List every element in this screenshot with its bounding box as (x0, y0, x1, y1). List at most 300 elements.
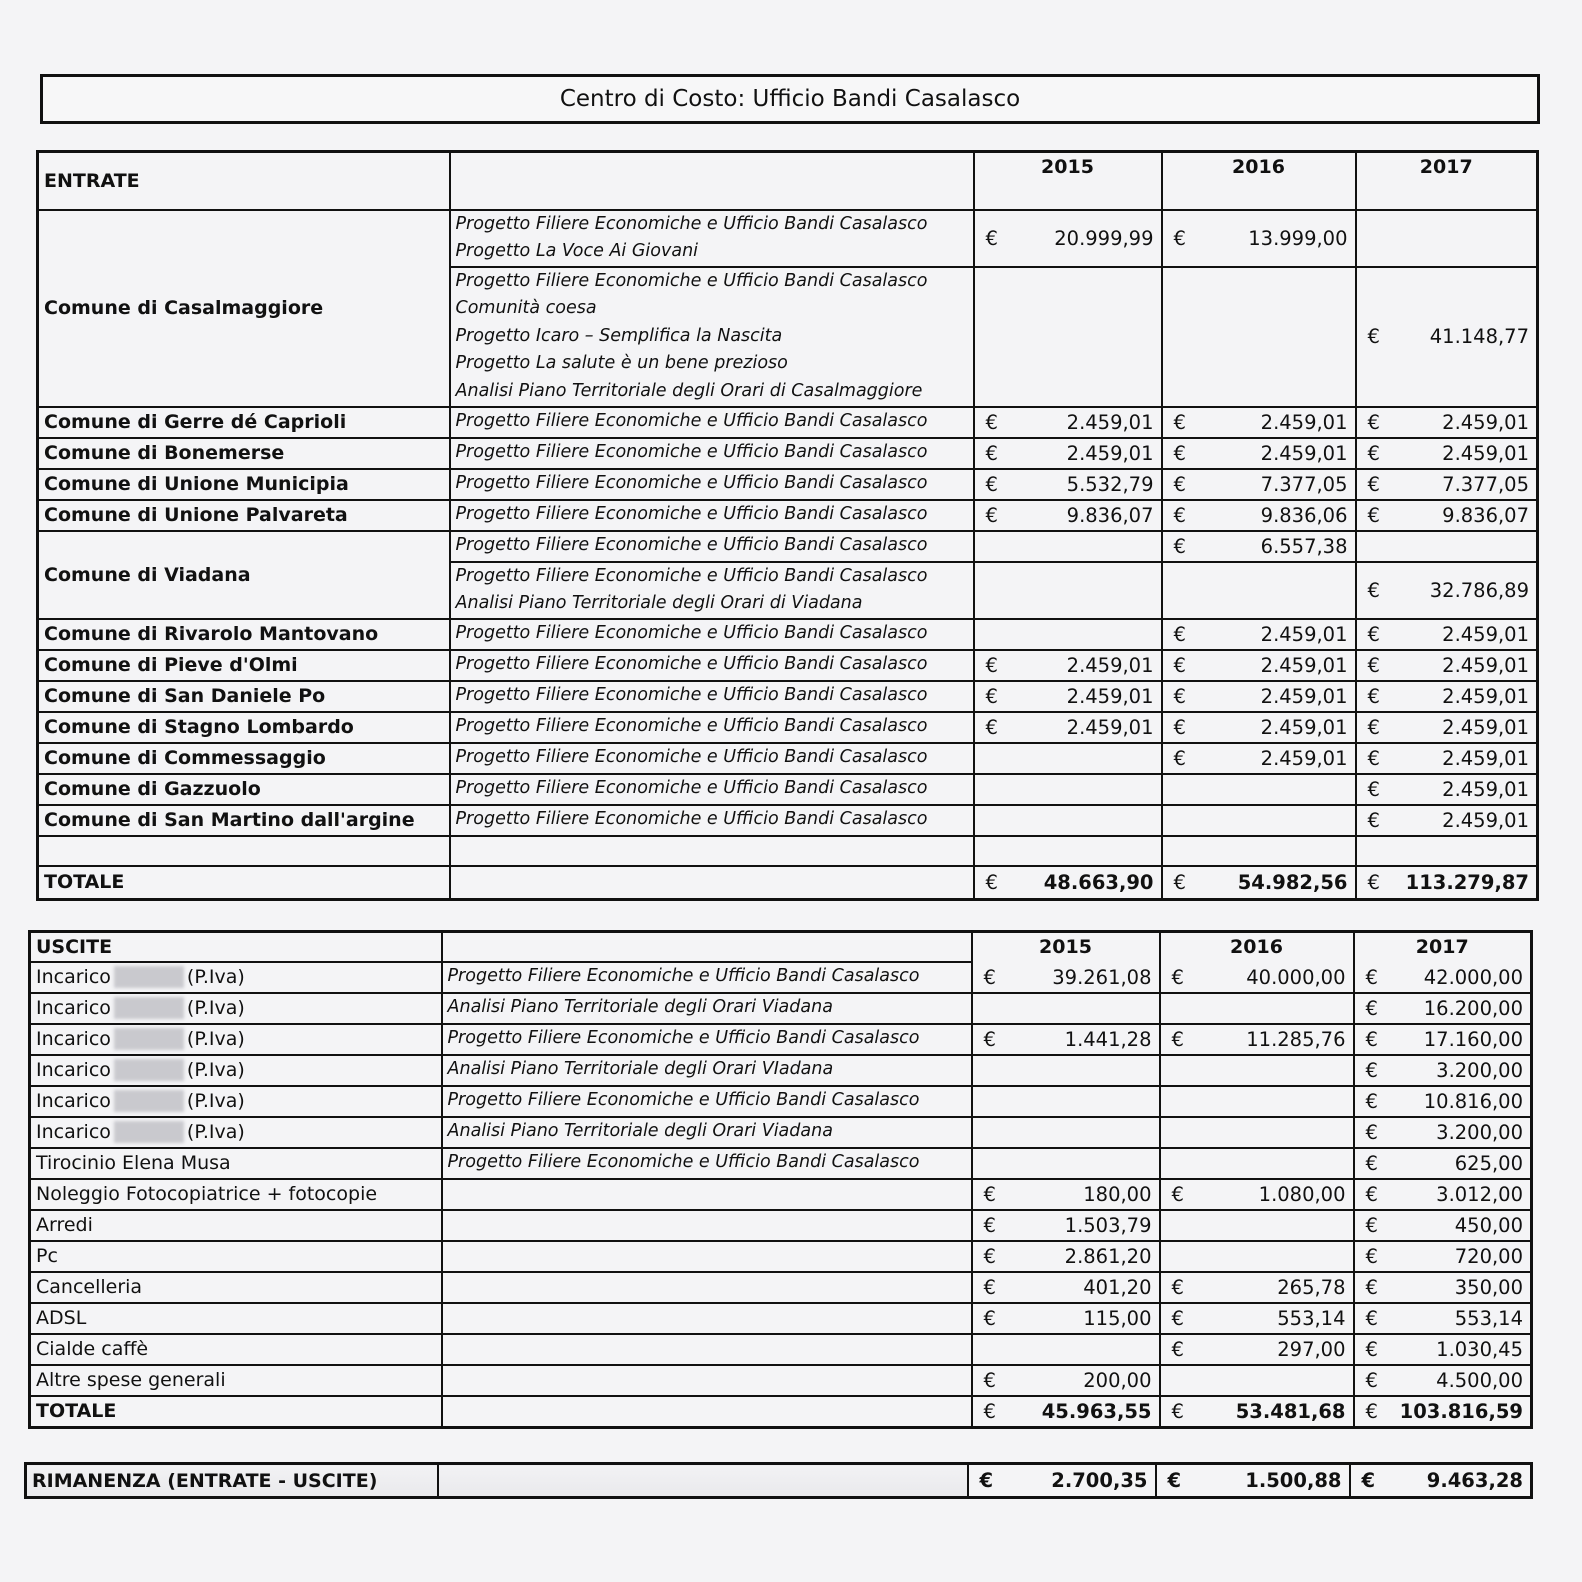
page-title: Centro di Costo: Ufficio Bandi Casalasco (559, 86, 1021, 112)
amount-cell (1356, 619, 1538, 650)
amount-value: 1.030,45 (1436, 1337, 1523, 1361)
euro-sign: € (983, 1027, 996, 1051)
amount-value: 2.459,01 (1442, 777, 1529, 801)
amount-cell (1160, 962, 1354, 993)
amount-cell (972, 993, 1160, 1024)
euro-sign: € (1173, 441, 1186, 465)
amount-cell (1356, 267, 1538, 407)
amount-cell (974, 681, 1162, 712)
amount-cell (974, 650, 1162, 681)
cost-center-title (40, 74, 1540, 124)
amount-cell (972, 1396, 1160, 1428)
amount-cell (1162, 407, 1356, 438)
project-cell (450, 712, 974, 743)
organization-name: Comune di Commessaggio (38, 743, 450, 774)
euro-sign: € (1367, 622, 1380, 646)
euro-sign: € (1365, 965, 1378, 989)
expense-label (30, 1179, 442, 1210)
amount-value: 113.279,87 (1405, 870, 1529, 894)
expense-label (30, 1055, 442, 1086)
amount-cell (1162, 866, 1356, 900)
rimanenza-row (26, 1464, 1532, 1498)
expense-name: Incarico (36, 965, 111, 988)
amount-cell (1160, 1272, 1354, 1303)
organization-name: Comune di Gerre dé Caprioli (38, 407, 450, 438)
amount-cell (1354, 1241, 1532, 1272)
euro-sign: € (1173, 684, 1186, 708)
project-name: Progetto La salute è un bene prezioso (455, 353, 788, 374)
euro-sign: € (1173, 746, 1186, 770)
organization-name: Comune di Pieve d'Olmi (38, 650, 450, 681)
amount-value: 3.200,00 (1436, 1120, 1523, 1144)
amount-cell (1354, 1117, 1532, 1148)
euro-sign: € (1167, 1469, 1182, 1492)
amount-value: 17.160,00 (1423, 1027, 1523, 1051)
vat-suffix: (P.Iva) (186, 1120, 245, 1143)
amount-value: 2.459,01 (1260, 410, 1348, 434)
amount-cell (1160, 1086, 1354, 1117)
entrate-row (38, 805, 1538, 836)
amount-cell (974, 866, 1162, 900)
expense-label (30, 1086, 442, 1117)
expense-name: Tirocinio Elena Musa (36, 1152, 231, 1174)
euro-sign: € (1173, 870, 1186, 894)
amount-value: 2.459,01 (1260, 622, 1348, 646)
amount-cell (1162, 500, 1356, 531)
expense-name: Altre spese generali (36, 1369, 226, 1391)
organization-name: Comune di Viadana (38, 531, 450, 619)
spacer-cell (974, 836, 1162, 866)
euro-sign: € (1367, 503, 1380, 527)
euro-sign: € (1173, 226, 1186, 250)
project-cell (450, 805, 974, 836)
amount-cell (974, 562, 1162, 619)
amount-cell (1160, 1055, 1354, 1086)
project-cell (450, 267, 974, 407)
project-name: Progetto Filiere Economiche e Ufficio Bandi Casalasco (455, 716, 928, 737)
amount-cell (1354, 1210, 1532, 1241)
amount-cell (1354, 1024, 1532, 1055)
amount-value: 553,14 (1277, 1306, 1346, 1330)
euro-sign: € (1367, 578, 1380, 602)
uscite-row (30, 1024, 1532, 1055)
rimanenza-label: RIMANENZA (ENTRATE - USCITE) (26, 1464, 438, 1498)
euro-sign: € (1173, 534, 1186, 558)
amount-cell (1162, 681, 1356, 712)
project-cell (450, 438, 974, 469)
amount-value: 11.285,76 (1246, 1027, 1346, 1051)
amount-value: 39.261,08 (1052, 965, 1152, 989)
amount-value: 2.459,01 (1442, 715, 1529, 739)
amount-cell (972, 1334, 1160, 1365)
project-cell (450, 500, 974, 531)
uscite-row (30, 1086, 1532, 1117)
euro-sign: € (1367, 746, 1380, 770)
year-header: 2015 (972, 932, 1160, 962)
project-cell (450, 774, 974, 805)
uscite-table (28, 930, 1533, 1429)
euro-sign: € (1365, 996, 1378, 1020)
amount-value: 450,00 (1454, 1213, 1523, 1237)
amount-value: 1.441,28 (1064, 1027, 1152, 1051)
entrate-row (38, 469, 1538, 500)
euro-sign: € (983, 1306, 996, 1330)
uscite-header: USCITE (30, 932, 442, 962)
amount-value: 115,00 (1083, 1306, 1152, 1330)
amount-cell (1160, 1179, 1354, 1210)
project-name: Analisi Piano Territoriale degli Orari di Viadana (455, 593, 863, 613)
amount-cell (974, 805, 1162, 836)
amount-cell (1354, 1396, 1532, 1428)
project-name: Progetto Filiere Economiche e Ufficio Bandi Casalasco (455, 213, 928, 234)
amount-value: 2.459,01 (1260, 653, 1348, 677)
uscite-row (30, 1303, 1532, 1334)
amount-cell (974, 743, 1162, 774)
amount-value: 2.459,01 (1066, 441, 1154, 465)
project-name: Progetto Filiere Economiche e Ufficio Bandi Casalasco (455, 778, 928, 799)
amount-cell (1162, 562, 1356, 619)
euro-sign: € (1173, 622, 1186, 646)
euro-sign: € (1367, 777, 1380, 801)
euro-sign: € (985, 715, 998, 739)
amount-value: 16.200,00 (1423, 996, 1523, 1020)
spacer-cell (1356, 836, 1538, 866)
project-cell: Progetto Filiere Economiche e Ufficio Bandi Casalasco (442, 1086, 972, 1117)
amount-value: 5.532,79 (1066, 472, 1154, 496)
amount-value: 180,00 (1083, 1182, 1152, 1206)
expense-label (30, 1334, 442, 1365)
euro-sign: € (1173, 653, 1186, 677)
amount-cell (1356, 650, 1538, 681)
project-name: Progetto Filiere Economiche e Ufficio Bandi Casalasco (455, 565, 928, 586)
amount-value: 350,00 (1454, 1275, 1523, 1299)
amount-cell (1356, 774, 1538, 805)
euro-sign: € (1367, 410, 1380, 434)
amount-value: 2.459,01 (1066, 715, 1154, 739)
organization-name: Comune di San Daniele Po (38, 681, 450, 712)
amount-value: 265,78 (1277, 1275, 1346, 1299)
project-name: Progetto Filiere Economiche e Ufficio Bandi Casalasco (455, 623, 928, 644)
entrate-total-label: TOTALE (38, 866, 450, 900)
amount-value: 45.963,55 (1041, 1399, 1152, 1423)
amount-cell (1354, 962, 1532, 993)
spacer-cell (1162, 836, 1356, 866)
project-cell (450, 210, 974, 267)
amount-cell (972, 1272, 1160, 1303)
project-name: Comunità coesa (455, 298, 597, 319)
amount-value: 2.459,01 (1442, 410, 1529, 434)
project-name: Progetto Filiere Economiche e Ufficio Bandi Casalasco (455, 685, 928, 706)
amount-cell (1162, 774, 1356, 805)
amount-cell (972, 1086, 1160, 1117)
entrate-row (38, 500, 1538, 531)
amount-cell (1354, 1272, 1532, 1303)
amount-cell (1356, 210, 1538, 267)
amount-value: 1.500,88 (1245, 1469, 1342, 1492)
euro-sign: € (1365, 1058, 1378, 1082)
expense-label (30, 962, 442, 993)
amount-cell (972, 1303, 1160, 1334)
entrate-row (38, 650, 1538, 681)
amount-value: 2.459,01 (1260, 715, 1348, 739)
uscite-row (30, 1272, 1532, 1303)
amount-cell (1354, 1086, 1532, 1117)
entrate-row (38, 774, 1538, 805)
euro-sign: € (983, 1275, 996, 1299)
year-header: 2016 (1160, 932, 1354, 962)
entrate-header-row (38, 152, 1538, 183)
amount-cell (1160, 1334, 1354, 1365)
project-name: Progetto Filiere Economiche e Ufficio Bandi Casalasco (455, 809, 928, 830)
total-blank (450, 866, 974, 900)
year-header: 2017 (1356, 152, 1538, 183)
uscite-total-row (30, 1396, 1532, 1428)
amount-value: 40.000,00 (1246, 965, 1346, 989)
amount-value: 7.377,05 (1260, 472, 1348, 496)
amount-value: 1.503,79 (1064, 1213, 1152, 1237)
euro-sign: € (1365, 1399, 1378, 1423)
redacted-name (114, 1121, 184, 1143)
amount-cell (1162, 267, 1356, 407)
euro-sign: € (1171, 1337, 1184, 1361)
euro-sign: € (985, 441, 998, 465)
uscite-row (30, 1210, 1532, 1241)
amount-cell (1162, 210, 1356, 267)
euro-sign: € (983, 1368, 996, 1392)
year-subheader (1356, 183, 1538, 210)
amount-cell (1162, 712, 1356, 743)
euro-sign: € (1367, 715, 1380, 739)
entrate-row (38, 407, 1538, 438)
amount-cell (968, 1464, 1156, 1498)
uscite-row (30, 1179, 1532, 1210)
redacted-name (114, 997, 184, 1019)
uscite-header-row (30, 932, 1532, 962)
project-cell (450, 619, 974, 650)
project-cell: Progetto Filiere Economiche e Ufficio Bandi Casalasco (442, 1148, 972, 1179)
euro-sign: € (983, 1244, 996, 1268)
uscite-row (30, 993, 1532, 1024)
uscite-row (30, 1055, 1532, 1086)
vat-suffix: (P.Iva) (186, 996, 245, 1019)
amount-cell (1162, 469, 1356, 500)
amount-value: 2.459,01 (1066, 653, 1154, 677)
year-header: 2016 (1162, 152, 1356, 183)
amount-value: 720,00 (1454, 1244, 1523, 1268)
expense-name: Incarico (36, 1120, 111, 1143)
amount-cell (1162, 743, 1356, 774)
amount-value: 2.459,01 (1442, 622, 1529, 646)
euro-sign: € (983, 1213, 996, 1237)
project-cell (450, 407, 974, 438)
euro-sign: € (1365, 1089, 1378, 1113)
project-cell (450, 562, 974, 619)
euro-sign: € (1171, 1275, 1184, 1299)
amount-value: 3.200,00 (1436, 1058, 1523, 1082)
euro-sign: € (985, 653, 998, 677)
euro-sign: € (1171, 965, 1184, 989)
amount-value: 9.836,07 (1066, 503, 1154, 527)
amount-cell (1354, 1055, 1532, 1086)
euro-sign: € (985, 410, 998, 434)
expense-name: Noleggio Fotocopiatrice + fotocopie (36, 1183, 378, 1205)
amount-cell (1356, 500, 1538, 531)
amount-value: 553,14 (1454, 1306, 1523, 1330)
amount-cell (1350, 1464, 1532, 1498)
amount-cell (972, 1055, 1160, 1086)
euro-sign: € (1171, 1399, 1184, 1423)
project-name: Analisi Piano Territoriale degli Orari di Casalmaggiore (455, 380, 923, 401)
uscite-row (30, 1117, 1532, 1148)
entrate-row (38, 438, 1538, 469)
euro-sign: € (1367, 325, 1380, 348)
expense-name: ADSL (36, 1307, 87, 1329)
project-cell (442, 1210, 972, 1241)
project-cell (442, 1365, 972, 1396)
project-name: Progetto Icaro – Semplifica la Nascita (455, 325, 783, 346)
project-cell: Progetto Filiere Economiche e Ufficio Bandi Casalasco (442, 962, 972, 993)
organization-name: Comune di Unione Palvareta (38, 500, 450, 531)
euro-sign: € (1365, 1337, 1378, 1361)
amount-value: 4.500,00 (1436, 1368, 1523, 1392)
expense-name: Cialde caffè (36, 1338, 149, 1360)
amount-cell (974, 267, 1162, 407)
redacted-name (114, 1059, 184, 1081)
amount-value: 2.459,01 (1442, 808, 1529, 832)
amount-cell (1354, 1148, 1532, 1179)
euro-sign: € (1171, 1306, 1184, 1330)
year-subheader (1162, 183, 1356, 210)
euro-sign: € (1365, 1306, 1378, 1330)
amount-cell (1356, 438, 1538, 469)
euro-sign: € (1365, 1027, 1378, 1051)
amount-cell (972, 1365, 1160, 1396)
amount-cell (1160, 1210, 1354, 1241)
amount-cell (1354, 1303, 1532, 1334)
euro-sign: € (1367, 472, 1380, 496)
euro-sign: € (1173, 472, 1186, 496)
expense-name: Incarico (36, 1058, 111, 1081)
amount-value: 2.700,35 (1051, 1469, 1148, 1492)
entrate-row (38, 743, 1538, 774)
entrate-spacer-row (38, 836, 1538, 866)
amount-cell (1356, 469, 1538, 500)
project-name: Progetto Filiere Economiche e Ufficio Bandi Casalasco (455, 654, 928, 675)
redacted-name (114, 1090, 184, 1112)
amount-cell (972, 962, 1160, 993)
euro-sign: € (979, 1469, 994, 1492)
vat-suffix: (P.Iva) (186, 965, 245, 988)
amount-cell (972, 1210, 1160, 1241)
project-cell (450, 531, 974, 562)
amount-cell (1160, 993, 1354, 1024)
amount-cell (1356, 562, 1538, 619)
euro-sign: € (1365, 1213, 1378, 1237)
expense-label (30, 1365, 442, 1396)
project-cell (450, 469, 974, 500)
amount-cell (1354, 993, 1532, 1024)
expense-label (30, 1117, 442, 1148)
amount-value: 53.481,68 (1235, 1399, 1346, 1423)
euro-sign: € (1171, 1027, 1184, 1051)
amount-value: 103.816,59 (1399, 1399, 1523, 1423)
amount-cell (1354, 1365, 1532, 1396)
amount-value: 2.459,01 (1442, 653, 1529, 677)
expense-label (30, 1210, 442, 1241)
amount-cell (1354, 1179, 1532, 1210)
euro-sign: € (1173, 410, 1186, 434)
amount-value: 32.786,89 (1429, 578, 1529, 602)
amount-cell (1160, 1303, 1354, 1334)
expense-label (30, 993, 442, 1024)
euro-sign: € (983, 1399, 996, 1423)
amount-cell (1160, 1024, 1354, 1055)
euro-sign: € (1365, 1120, 1378, 1144)
amount-value: 2.459,01 (1442, 441, 1529, 465)
expense-label (30, 1241, 442, 1272)
amount-cell (1160, 1365, 1354, 1396)
euro-sign: € (1365, 1244, 1378, 1268)
entrate-header: ENTRATE (38, 152, 450, 210)
amount-cell (1354, 1334, 1532, 1365)
euro-sign: € (1173, 715, 1186, 739)
amount-cell (1162, 650, 1356, 681)
amount-value: 2.459,01 (1066, 410, 1154, 434)
entrate-row (38, 619, 1538, 650)
amount-cell (974, 712, 1162, 743)
entrate-row (38, 531, 1538, 562)
amount-cell (974, 619, 1162, 650)
amount-value: 9.463,28 (1426, 1469, 1523, 1492)
project-cell: Analisi Piano Territoriale degli Orari VIadana (442, 1055, 972, 1086)
entrate-total-row (38, 866, 1538, 900)
euro-sign: € (1367, 441, 1380, 465)
spacer-cell (450, 836, 974, 866)
project-cell (442, 1179, 972, 1210)
entrate-row (38, 210, 1538, 267)
header-blank (442, 932, 972, 962)
amount-value: 2.459,01 (1442, 684, 1529, 708)
redacted-name (114, 966, 184, 988)
amount-cell (974, 531, 1162, 562)
expense-name: Incarico (36, 996, 111, 1019)
amount-value: 2.459,01 (1066, 684, 1154, 708)
project-name: Progetto Filiere Economiche e Ufficio Bandi Casalasco (455, 411, 928, 432)
project-cell (450, 650, 974, 681)
vat-suffix: (P.Iva) (186, 1058, 245, 1081)
amount-value: 10.816,00 (1423, 1089, 1523, 1113)
amount-cell (972, 1179, 1160, 1210)
expense-label (30, 1024, 442, 1055)
expense-label (30, 1148, 442, 1179)
amount-value: 3.012,00 (1436, 1182, 1523, 1206)
amount-cell (974, 469, 1162, 500)
amount-cell (974, 407, 1162, 438)
project-name: Progetto La Voce Ai Giovani (455, 241, 699, 261)
amount-value: 625,00 (1454, 1151, 1523, 1175)
project-cell (442, 1241, 972, 1272)
redacted-name (114, 1028, 184, 1050)
expense-name: Incarico (36, 1027, 111, 1050)
amount-cell (974, 438, 1162, 469)
amount-cell (1162, 438, 1356, 469)
euro-sign: € (1365, 1182, 1378, 1206)
uscite-row (30, 1148, 1532, 1179)
vat-suffix: (P.Iva) (186, 1089, 245, 1112)
amount-cell (1356, 407, 1538, 438)
amount-cell (1160, 1148, 1354, 1179)
amount-value: 7.377,05 (1442, 472, 1529, 496)
